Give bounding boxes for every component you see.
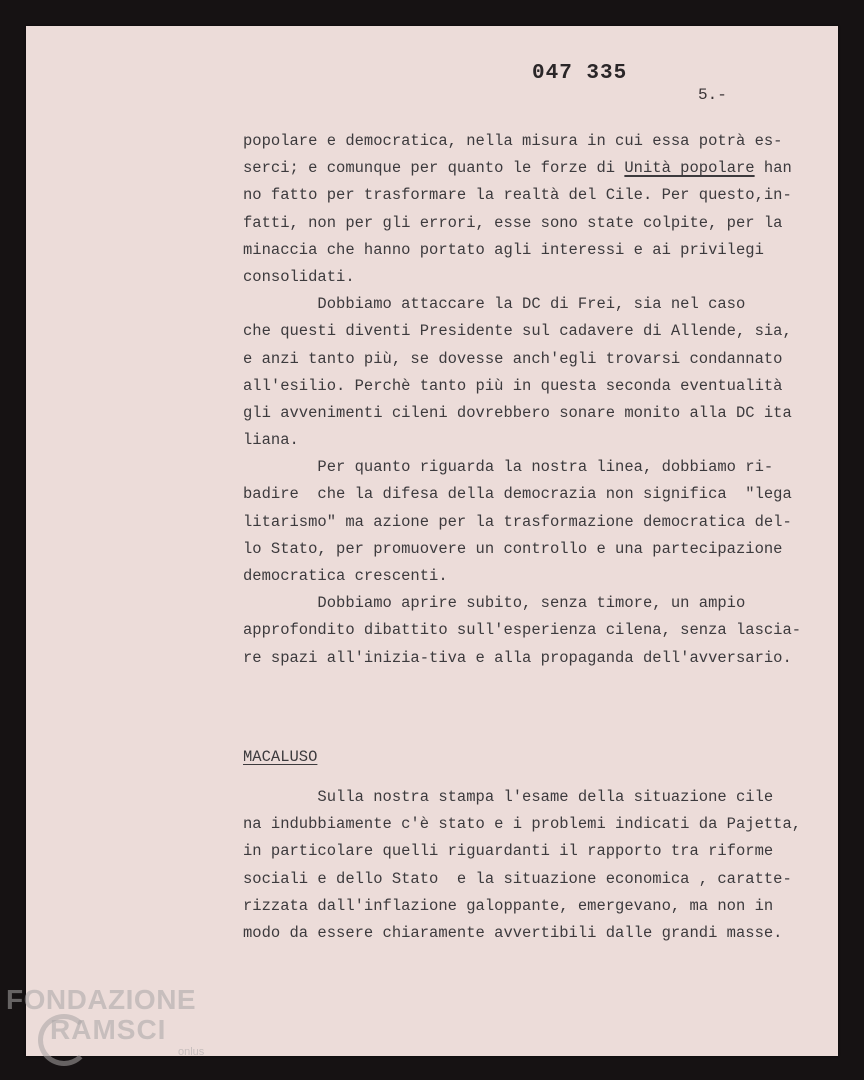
paragraph-block-1 [243, 128, 818, 672]
page-number: 5.- [698, 86, 727, 104]
paragraph-block-2 [243, 784, 818, 947]
fondazione-watermark-logo [6, 984, 216, 1074]
text-line: approfondito dibattito sull'esperienza cilena, senza lascia- [243, 621, 802, 640]
text-line: badire che la difesa della democrazia non significa "lega [243, 485, 792, 504]
text-line: na indubbiamente c'è stato e i problemi indicati da Pajetta, [243, 815, 802, 834]
text-segment: han [754, 159, 792, 178]
text-line: sociali e dello Stato e la situazione economica , caratte- [243, 869, 792, 888]
text-line: gli avvenimenti cileni dovrebbero sonare monito alla DC ita [243, 403, 792, 422]
text-line: popolare e democratica, nella misura in cui essa potrà es- [243, 132, 783, 150]
text-line: re spazi all'inizia-tiva e alla propaganda dell'avversario. [243, 648, 792, 667]
watermark-line-2: RAMSCI [50, 1014, 167, 1045]
text-line: litarismo" ma azione per la trasformazione democratica del- [243, 512, 792, 531]
text-line: all'esilio. Perchè tanto più in questa seconda eventualità [243, 376, 783, 395]
text-line-with-underline [243, 155, 818, 182]
text-line: no fatto per trasformare la realtà del Cile. Per questo,in- [243, 186, 792, 205]
watermark-suffix: onlus [178, 1046, 205, 1058]
text-line: fatti, non per gli errori, esse sono state colpite, per la [243, 213, 783, 232]
text-line: consolidati. [243, 267, 355, 286]
text-line: e anzi tanto più, se dovesse anch'egli trovarsi condannato [243, 349, 783, 368]
text-line: modo da essere chiaramente avvertibili dalle grandi masse. [243, 923, 783, 942]
text-line: Sulla nostra stampa l'esame della situazione cile [243, 788, 774, 806]
text-line: democratica crescenti. [243, 567, 448, 585]
text-line: Per quanto riguarda la nostra linea, dobbiamo ri- [243, 458, 774, 477]
speaker-heading: MACALUSO [243, 748, 318, 766]
text-line: liana. [243, 431, 299, 450]
text-line: minaccia che hanno portato agli interessi e ai privilegi [243, 240, 764, 259]
text-line: in particolare quelli riguardanti il rapporto tra riforme [243, 842, 774, 861]
text-line: lo Stato, per promuovere un controllo e una partecipazione [243, 539, 783, 558]
text-line: rizzata dall'inflazione galoppante, emergevano, ma non in [243, 896, 774, 915]
text-line: Dobbiamo attaccare la DC di Frei, sia nel caso [243, 295, 746, 314]
document-number: 047 335 [532, 62, 628, 85]
watermark-line-1: FONDAZIONE [6, 984, 197, 1015]
text-segment: serci; e comunque per quanto le forze di [243, 159, 625, 178]
text-line: Dobbiamo aprire subito, senza timore, un ampio [243, 594, 746, 613]
underlined-phrase: Unità popolare [624, 159, 755, 178]
text-line: che questi diventi Presidente sul cadavere di Allende, sia, [243, 322, 792, 341]
